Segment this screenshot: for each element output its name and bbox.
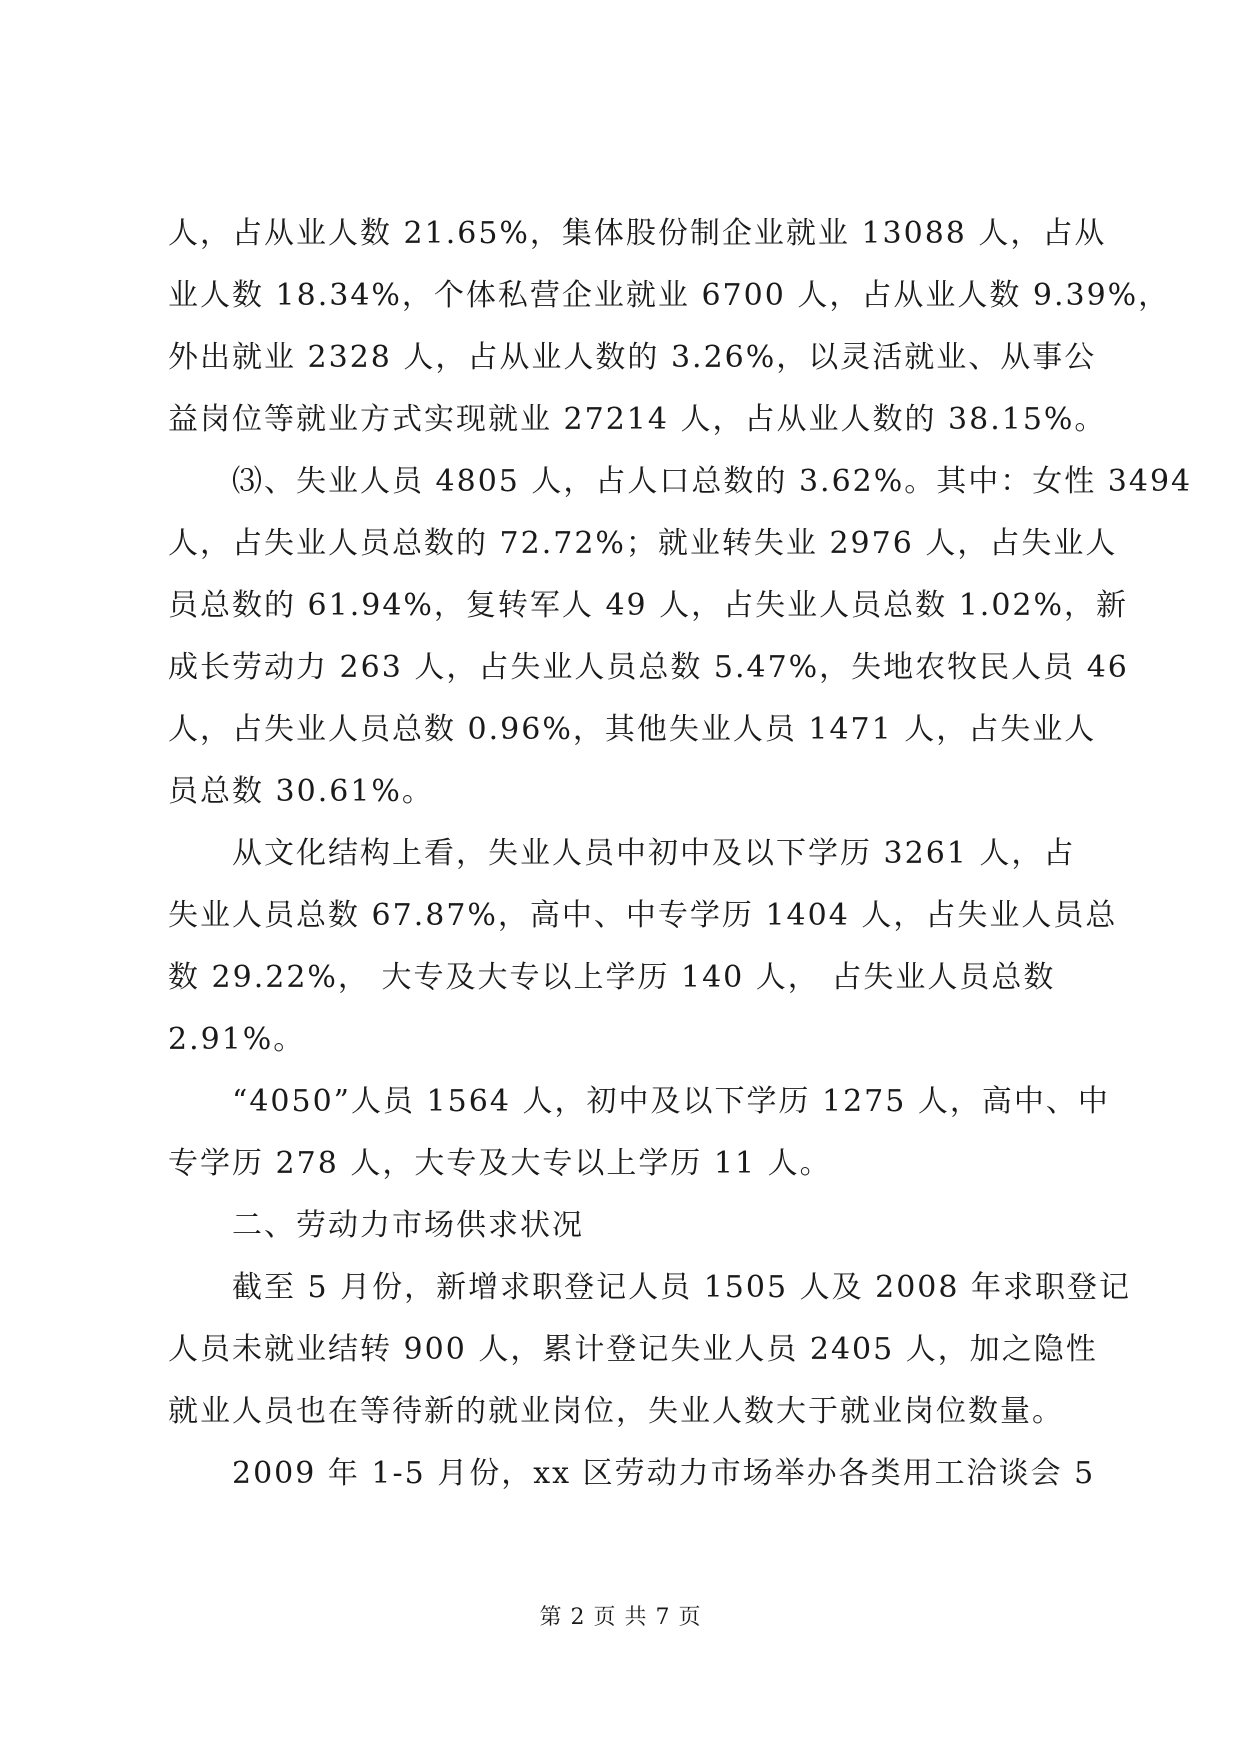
text-line-21: 2009 年 1-5 月份，xx 区劳动力市场举办各类用工洽谈会 5 (232, 1456, 1096, 1491)
text-line-9: 人，占失业人员总数 0.96%，其他失业人员 1471 人，占失业人 (168, 712, 1097, 747)
text-line-7: 员总数的 61.94%，复转军人 49 人，占失业人员总数 1.02%，新 (168, 588, 1129, 623)
text-line-2: 业人数 18.34%，个体私营企业就业 6700 人，占从业人数 9.39%， (168, 278, 1171, 313)
page-number-footer: 第 2 页 共 7 页 (539, 1605, 702, 1630)
text-line-4: 益岗位等就业方式实现就业 27214 人，占从业人数的 38.15%。 (168, 402, 1107, 437)
text-line-11: 从文化结构上看，失业人员中初中及以下学历 3261 人，占 (232, 836, 1076, 871)
text-line-6: 人，占失业人员总数的 72.72%；就业转失业 2976 人，占失业人 (168, 526, 1118, 561)
text-line-12: 失业人员总数 67.87%，高中、中专学历 1404 人，占失业人员总 (168, 898, 1118, 933)
text-line-8: 成长劳动力 263 人，占失业人员总数 5.47%，失地农牧民人员 46 (168, 650, 1129, 685)
text-line-14: 2.91%。 (168, 1022, 306, 1057)
text-line-18: 截至 5 月份，新增求职登记人员 1505 人及 2008 年求职登记 (232, 1270, 1131, 1305)
text-line-16: 专学历 278 人，大专及大专以上学历 11 人。 (168, 1146, 832, 1181)
section-heading: 二、劳动力市场供求状况 (232, 1208, 584, 1243)
text-line-20: 就业人员也在等待新的就业岗位，失业人数大于就业岗位数量。 (168, 1394, 1064, 1429)
text-line-3: 外出就业 2328 人，占从业人数的 3.26%，以灵活就业、从事公 (168, 340, 1097, 375)
text-line-5: ⑶、失业人员 4805 人，占人口总数的 3.62%。其中：女性 3494 (232, 464, 1193, 499)
text-line-13: 数 29.22%， 大专及大专以上学历 140 人， 占失业人员总数 (168, 960, 1056, 995)
text-line-15: “4050”人员 1564 人，初中及以下学历 1275 人，高中、中 (232, 1084, 1110, 1119)
text-line-19: 人员未就业结转 900 人，累计登记失业人员 2405 人，加之隐性 (168, 1332, 1098, 1367)
text-line-1: 人，占从业人数 21.65%，集体股份制企业就业 13088 人，占从 (168, 216, 1107, 251)
text-line-10: 员总数 30.61%。 (168, 774, 434, 809)
